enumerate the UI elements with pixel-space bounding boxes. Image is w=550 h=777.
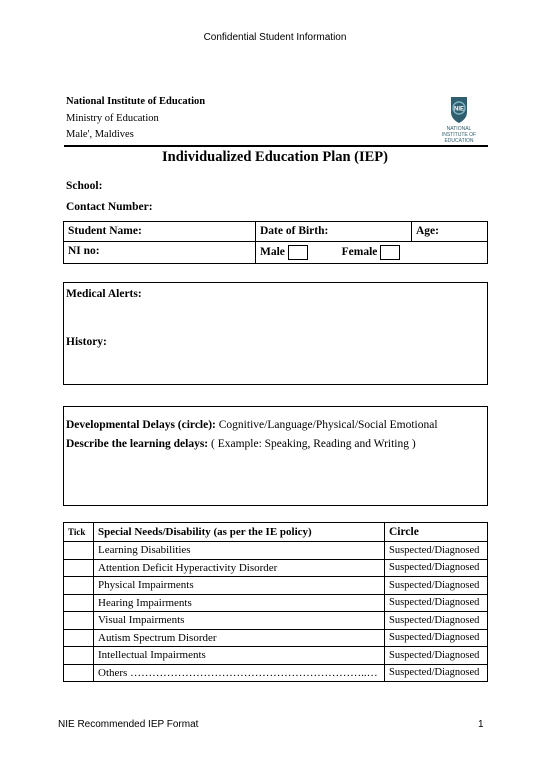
status-options[interactable]: Suspected/Diagnosed — [385, 629, 488, 647]
developmental-delays-label: Developmental Delays (circle): — [66, 419, 216, 431]
page-header: Confidential Student Information — [203, 32, 347, 43]
describe-delays-line — [66, 438, 416, 450]
need-column-header: Special Needs/Disability (as per the IE policy) — [94, 523, 385, 542]
need-label: Visual Impairments — [94, 612, 385, 630]
org-ministry: Ministry of Education — [66, 113, 159, 124]
student-name-cell[interactable] — [64, 222, 256, 242]
org-location: Male', Maldives — [66, 129, 134, 140]
header-divider — [64, 145, 488, 147]
school-label: School: — [66, 180, 103, 192]
status-options[interactable]: Suspected/Diagnosed — [385, 542, 488, 560]
ni-no-cell[interactable] — [64, 242, 256, 264]
student-name-label: Student Name: — [68, 225, 142, 237]
male-checkbox[interactable] — [288, 245, 308, 260]
status-options[interactable]: Suspected/Diagnosed — [385, 577, 488, 595]
history-label: History: — [66, 336, 107, 348]
describe-delays-label: Describe the learning delays: — [66, 438, 209, 450]
tick-cell[interactable] — [64, 664, 94, 682]
need-label: Learning Disabilities — [94, 542, 385, 560]
org-name: National Institute of Education — [66, 96, 206, 107]
tick-cell[interactable] — [64, 577, 94, 595]
medical-alerts-label: Medical Alerts: — [66, 288, 142, 300]
table-row — [64, 542, 488, 560]
need-label: Attention Deficit Hyperactivity Disorder — [94, 559, 385, 577]
table-row — [64, 612, 488, 630]
tick-cell[interactable] — [64, 629, 94, 647]
female-checkbox[interactable] — [380, 245, 400, 260]
gender-cell — [256, 242, 488, 264]
document-title: Individualized Education Plan (IEP) — [161, 149, 388, 165]
need-label: Others ………………………………………………………..… — [94, 664, 385, 682]
logo-caption-1: NATIONAL — [446, 126, 472, 132]
table-row — [64, 647, 488, 665]
tick-cell[interactable] — [64, 559, 94, 577]
table-row — [64, 559, 488, 577]
logo-caption-3: EDUCATION — [444, 138, 474, 144]
tick-column-header: Tick — [64, 523, 94, 542]
logo-caption-2: INSTITUTE OF — [441, 132, 477, 138]
need-label: Autism Spectrum Disorder — [94, 629, 385, 647]
tick-cell[interactable] — [64, 594, 94, 612]
dob-cell[interactable] — [256, 222, 412, 242]
table-row — [64, 629, 488, 647]
tick-cell[interactable] — [64, 612, 94, 630]
logo-mark-text: NIE — [453, 106, 465, 113]
female-label: Female — [341, 246, 378, 259]
dob-label: Date of Birth: — [260, 225, 329, 237]
footer-format-label: NIE Recommended IEP Format — [58, 719, 199, 730]
describe-delays-example: ( Example: Speaking, Reading and Writing ) — [208, 438, 416, 450]
status-options[interactable]: Suspected/Diagnosed — [385, 594, 488, 612]
circle-column-header: Circle — [385, 523, 488, 542]
status-options[interactable]: Suspected/Diagnosed — [385, 664, 488, 682]
developmental-delays-line — [66, 419, 438, 431]
need-label: Hearing Impairments — [94, 594, 385, 612]
status-options[interactable]: Suspected/Diagnosed — [385, 612, 488, 630]
developmental-delays-box[interactable] — [63, 406, 488, 506]
student-info-table — [63, 221, 488, 264]
tick-cell[interactable] — [64, 647, 94, 665]
need-label: Physical Impairments — [94, 577, 385, 595]
page-number: 1 — [478, 719, 484, 730]
special-needs-table — [63, 522, 488, 682]
ni-no-label: NI no: — [68, 245, 100, 257]
nie-logo — [432, 95, 486, 145]
status-options[interactable]: Suspected/Diagnosed — [385, 559, 488, 577]
table-row — [64, 577, 488, 595]
male-label: Male — [260, 246, 285, 259]
tick-cell[interactable] — [64, 542, 94, 560]
contact-number-label: Contact Number: — [66, 201, 153, 213]
age-label: Age: — [416, 225, 439, 237]
need-label: Intellectual Impairments — [94, 647, 385, 665]
status-options[interactable]: Suspected/Diagnosed — [385, 647, 488, 665]
table-row — [64, 594, 488, 612]
table-row — [64, 664, 488, 682]
medical-box[interactable] — [63, 282, 488, 385]
age-cell[interactable] — [412, 222, 488, 242]
developmental-delays-options[interactable]: Cognitive/Language/Physical/Social Emotional — [215, 419, 438, 431]
